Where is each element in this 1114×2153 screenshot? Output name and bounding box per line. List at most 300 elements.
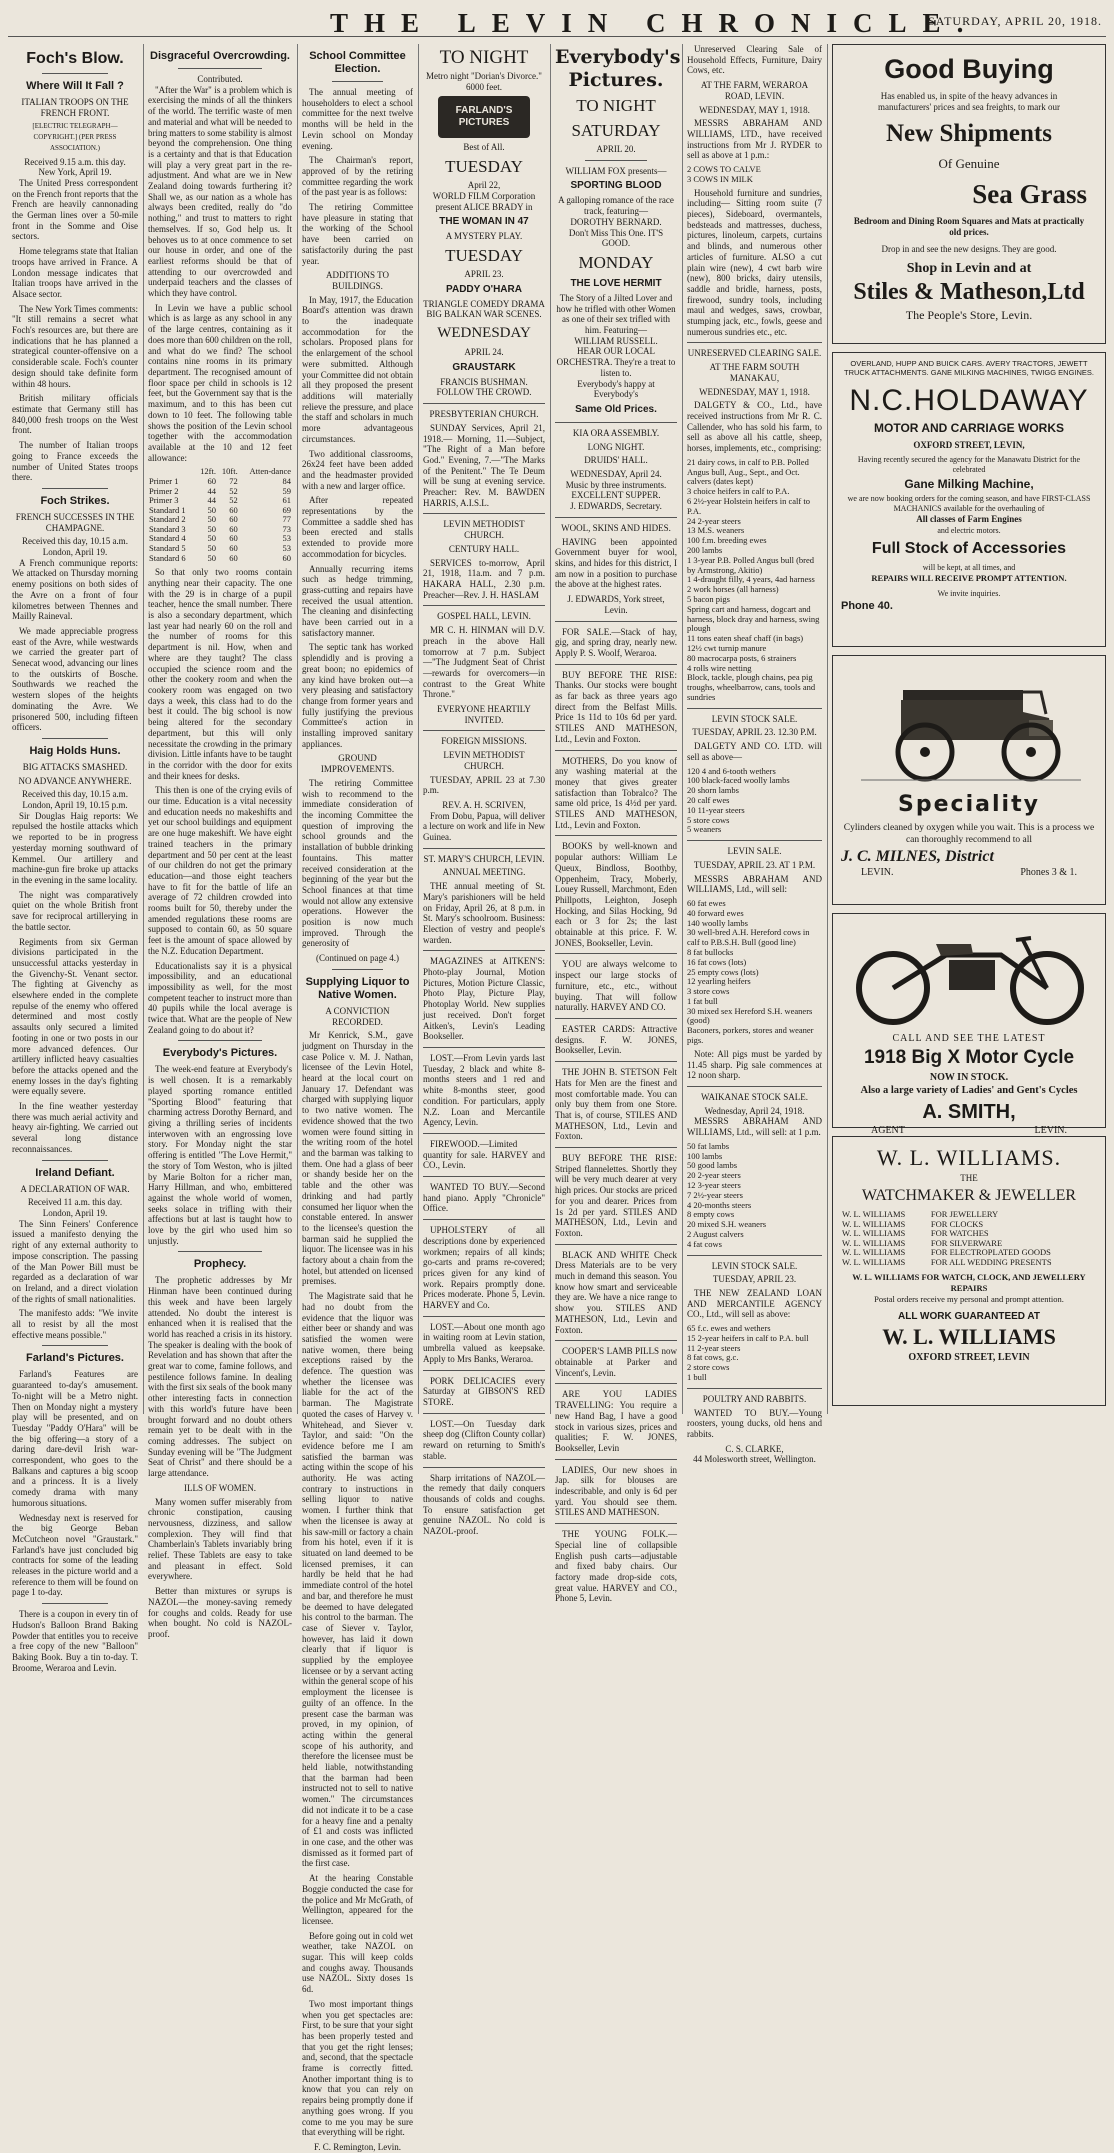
- list-service: FOR JEWELLERY: [930, 1209, 999, 1219]
- sale-date: WEDNESDAY, MAY 1, 1918.: [699, 104, 810, 115]
- divider: [42, 1160, 108, 1161]
- best-of-all: Best of All.: [463, 142, 505, 153]
- ad-headline: Good Buying: [884, 54, 1054, 84]
- film-genre: A MYSTERY PLAY.: [445, 231, 523, 242]
- headline-supplying-liquor: Supplying Liquor to Native Women.: [305, 975, 410, 1001]
- list-item: 2 store cows: [687, 1362, 730, 1373]
- ad-text: W. L. WILLIAMS FOR WATCH, CLOCK, AND JEWELLERY REPAIRS: [852, 1271, 1086, 1293]
- list-service: FOR ALL WEDDING PRESENTS: [930, 1256, 1052, 1267]
- continued-note: (Continued on page 4.): [316, 953, 399, 964]
- divider: [423, 1133, 545, 1134]
- subheadline: Where Will It Fall ?: [26, 80, 124, 92]
- notice-subheading: LEVIN METHODIST CHURCH.: [443, 750, 525, 771]
- list-item: 30 mixed sex Hereford S.H. weaners (good): [687, 1005, 813, 1026]
- paragraph: Many women suffer miserably from chronic constipation, causing nervousness, dizziness, and sallow complexion. They will find that Chamberlain's Tablets invariably bring relief. These Tablets are easy to take and pleasant in effect. Sold everywhere.: [148, 1496, 292, 1582]
- signature: J. EDWARDS, York street, Levin.: [567, 594, 665, 615]
- sale-body: MESSRS ABRAHAM AND WILLIAMS, Ltd., will sell: at 1 p.m.: [687, 1116, 822, 1138]
- sale-heading: POULTRY AND RABBITS.: [702, 1393, 807, 1404]
- notice-subheading: LONG NIGHT.: [587, 441, 645, 452]
- table-cell: 50: [207, 514, 216, 525]
- ad-text: we are now booking orders for the coming season, and have FIRST-CLASS MACHANICS available for the overhauling of: [847, 494, 1091, 513]
- classified-ad: BLACK AND WHITE Check Dress Materials are to be very much in demand this season. You know how smart and serviceable they are. We have a nice range to show you. STILES AND MATHESON, Ltd., Levin and Foxton.: [555, 1249, 677, 1335]
- paragraph: British military officials estimate that Germany still has 840,000 fresh troops on the West front.: [12, 393, 138, 436]
- tuesday-heading: TUESDAY: [445, 157, 523, 177]
- prices-note: Same Old Prices.: [575, 403, 657, 415]
- notice-body: THE annual meeting of St. Mary's parishioners will be held on Friday, April 26, at 8 p.m. in St. Mary's schoolroom. Business: Election of vestry and people's warden.: [423, 881, 545, 945]
- sale-body: MESSRS ABRAHAM AND WILLIAMS, LTD., have received instructions from Mr J. RYDER to sell as above at 1 p.m.:: [687, 118, 822, 161]
- classified-ad: THE YOUNG FOLK.—Special line of collapsible English push carts—adjustable and fixed baby chairs. Our factory made drop-side cots, great value. HARVEY and CO., Phone 5, Levin.: [555, 1529, 677, 1604]
- masthead-rule: [8, 36, 1106, 37]
- williams-jeweller-ad: [832, 1136, 1106, 1406]
- list-item: 120 4 and 6-tooth wethers: [687, 765, 776, 776]
- list-item: 8 fat bullocks: [687, 946, 734, 957]
- paragraph: The United Press correspondent on the French front reports that the French are heavily cannonading the German lines over a 50-mile front in the Somme and Oise sectors.: [12, 177, 138, 242]
- divider: [178, 1040, 262, 1041]
- list-item: 50 good lambs: [687, 1160, 738, 1171]
- ad-phone: Phone 40.: [841, 600, 893, 612]
- sale-heading: UNRESERVED CLEARING SALE.: [687, 348, 822, 359]
- ad-text: REPAIRS WILL RECEIVE PROMPT ATTENTION.: [871, 573, 1067, 583]
- deck: ILLS OF WOMEN.: [183, 1482, 257, 1493]
- headline-school-committee-election: School Committee Election.: [309, 50, 406, 75]
- notice-body: SERVICES to-morrow, April 21, 1918, 11a.m. and 7 p.m. HAKARA HALL, 2.30 p.m. Preacher—Rev. J. H. HASLAM: [423, 557, 545, 600]
- sale-heading: LEVIN STOCK SALE.: [711, 1260, 798, 1271]
- table-header-cell: Atten-dance: [249, 466, 291, 477]
- classified-ad: YOU are always welcome to inspect our large stocks of furniture, etc., etc., without buying. That will follow naturally. HARVEY AND CO.: [555, 959, 677, 1013]
- ad-company-name: W. L. WILLIAMS.: [876, 1145, 1062, 1170]
- ad-text: MOTOR AND CARRIAGE WORKS: [874, 421, 1064, 435]
- list-item: 2 COWS TO CALVE: [687, 164, 761, 175]
- sale-date: TUESDAY, APRIL 23. AT 1 P.M.: [693, 859, 816, 870]
- list-name: W. L. WILLIAMS: [842, 1218, 906, 1229]
- notice-heading: FOREIGN MISSIONS.: [441, 736, 527, 747]
- paragraph: At the hearing Constable Boggie conducted the case for the police and Mr McGrath, of Wellington, appeared for the licensee.: [302, 1873, 413, 1926]
- ad-headline: WATCHMAKER & JEWELLER: [861, 1187, 1077, 1204]
- divider: [555, 835, 677, 836]
- sale-date: Wednesday, April 24, 1918.: [704, 1105, 805, 1116]
- divider: [332, 81, 383, 82]
- table-cell: 72: [229, 475, 238, 486]
- notice-subheading: CENTURY HALL.: [448, 543, 520, 554]
- list-item: 1 4-draught filly, 4 years, 4ad harness: [687, 574, 815, 585]
- list-item: 3 choice heifers in calf to P.A.: [687, 486, 790, 497]
- list-item: 25 empty cows (lots): [687, 966, 759, 977]
- list-item: 7 2½-year steers: [687, 1189, 743, 1200]
- paragraph: "After the War" is a problem which is exercising the minds of all the thinkers of the world. The terrific waste of men and material and what will be needed to bring matters to some stability is almost beyond the comprehension. One thing is a certainty and that is that Education will play a very great part in the re-adjustment. And what are we in New Zealand doing towards furthering it? Shall we, as our nation as a whole has always been credited, really do "do nothing," and trust to matters to right themselves. If so, God help us. It behoves us to at once commence to set our house in order, and one of the earliest reforms should be that of attending to our overcrowded and underpaid teachers and the classes of which they have control.: [148, 84, 292, 299]
- williams-list: [841, 1210, 1097, 1268]
- notice-subheading: DRUIDS' HALL.: [584, 455, 648, 466]
- sale-date: TUESDAY, APRIL 23.: [712, 1274, 797, 1285]
- deck: ITALIAN TROOPS ON THE FRENCH FRONT.: [21, 97, 129, 118]
- paragraph: In Levin we have a public school which is as large as any school in any of the large centres, containing as it does more than 600 children on the roll, and what do we find? The school contains nine rooms in its primary department. The recognised amount of floor space per child in schools is 12 feet, but the Government say that is the maximum, and to this has been cut down to 10 feet. The following table shows the position of the Levin school together with the accommodation available at the 10 and 12 feet allowance:: [148, 302, 292, 463]
- table-cell: Standard 3: [149, 523, 186, 534]
- classified-ad: LOST.—From Levin yards last Tuesday, 2 black and white 8-months steers and 1 red and white 8-months steer, good condition. For particulars, apply N.Z. Loan and Mercantile Agency, Levin.: [423, 1053, 545, 1128]
- paragraph: Sir Douglas Haig reports: We repulsed the hostile attacks which we reported to be in progress yesterday morning southward of Kemmel. Our artillery and machine-gun fire broke up attacks in the evening in the same locality.: [12, 810, 138, 885]
- ad-text: Of Genuine: [938, 156, 1000, 171]
- date-label: April 22,: [467, 180, 501, 191]
- ad-phone: Phones 3 & 1.: [1020, 867, 1077, 879]
- divider: [423, 1413, 545, 1414]
- ad-text: Postal orders receive my personal and prompt attention.: [874, 1293, 1064, 1304]
- divider: [555, 1383, 677, 1384]
- divider: [423, 1047, 545, 1048]
- divider: [332, 969, 383, 970]
- ad-text: We invite inquiries.: [937, 589, 1001, 598]
- stock-list: [687, 767, 822, 836]
- table-cell: 52: [229, 485, 238, 496]
- ad-headline: Full Stock of Accessories: [871, 540, 1067, 557]
- ad-text: THE: [960, 1173, 978, 1183]
- tagline: Don't Miss This One. IT'S GOOD.: [568, 227, 664, 249]
- tagline: Everybody's happy at Everybody's: [577, 378, 655, 400]
- list-item: 60 fat ewes: [687, 897, 726, 908]
- everybodys-pictures-heading: Everybody's Pictures.: [555, 46, 681, 91]
- tuesday-heading: TUESDAY: [445, 245, 523, 265]
- stock-list: [687, 458, 822, 703]
- column-7-ads: [832, 44, 1106, 1414]
- divider: [423, 730, 545, 731]
- list-item: 200 lambs: [687, 544, 723, 555]
- date-label: WEDNESDAY, April 24.: [570, 469, 662, 480]
- column-5: [555, 44, 681, 1604]
- notice-heading: KIA ORA ASSEMBLY.: [572, 427, 660, 438]
- tagline: HEAR OUR LOCAL ORCHESTRA. They're a treat to listen to.: [556, 346, 676, 378]
- table-cell: 84: [282, 475, 291, 486]
- list-item: 12½ cwt turnip manure: [687, 642, 767, 653]
- divider: [42, 1603, 108, 1604]
- table-cell: 73: [282, 523, 291, 534]
- column-2: [148, 44, 292, 1639]
- divider: [555, 664, 677, 665]
- headline-prophecy: Prophecy.: [193, 1258, 247, 1271]
- ad-text: will be kept, at all times, and: [922, 563, 1016, 572]
- ad-text: All classes of Farm Engines: [916, 514, 1022, 524]
- ad-company-name: J. C. MILNES, District: [841, 847, 994, 865]
- ad-text: Having recently secured the agency for the Manawatu District for the celebrated: [857, 455, 1081, 474]
- ad-company-name: Stiles & Matheson,Ltd: [853, 279, 1085, 305]
- sale-note: Note: All pigs must be yarded by 11.45 sharp. Pig sale commences at 12 noon sharp.: [687, 1048, 822, 1081]
- table-cell: Standard 5: [149, 543, 186, 554]
- dateline: London, April 19.: [42, 547, 108, 558]
- film-star: FRANCIS BUSHMAN.: [440, 376, 528, 387]
- school-accommodation-table: [148, 467, 292, 563]
- divider: [423, 848, 545, 849]
- paragraph: A French communique reports: We attacked on Thursday morning enemy positions on both sides of the Avre on a front of four kilometres between Thennes and Mailly Raineval.: [12, 557, 138, 622]
- paragraph: Better than mixtures or syrups is NAZOL—the money-saving remedy for coughs and colds. Ready for use when bought. No cold is NAZOL-proof.: [148, 1586, 292, 1639]
- table-cell: 50: [207, 552, 216, 563]
- column-rule: [418, 44, 419, 1414]
- table-cell: 50: [207, 543, 216, 554]
- list-item: 16 fat cows (lots): [687, 956, 747, 967]
- notice-subheading: ANNUAL MEETING.: [442, 867, 526, 878]
- list-item: 4 fat cows: [687, 1238, 722, 1249]
- list-item: 8 empty cows: [687, 1209, 735, 1220]
- list-item: 65 f.c. ewes and wethers: [687, 1323, 771, 1334]
- metro-night: Metro night "Dorian's Divorce." 6000 feet.: [426, 71, 542, 92]
- deck: ADDITIONS TO BUILDINGS.: [326, 270, 389, 291]
- divider: [687, 1388, 822, 1389]
- divider: [687, 1255, 822, 1256]
- table-cell: 61: [282, 495, 291, 506]
- deck: A CONVICTION RECORDED.: [325, 1005, 390, 1027]
- sale-date: WEDNESDAY, MAY 1, 1918.: [699, 386, 810, 397]
- divider: [423, 950, 545, 951]
- sale-location: AT THE FARM SOUTH MANAKAU,: [709, 362, 800, 383]
- paragraph: Home telegrams state that Italian troops have arrived in France. A London message indicates that Italian troops have arrived in the Alsace sector.: [12, 246, 138, 299]
- headline-everybodys-pictures: Everybody's Pictures.: [162, 1047, 278, 1060]
- paragraph: There is a coupon in every tin of Hudson's Balloon Brand Baking Powder that entitles you to receive a free copy of the new "Balloon" Baking Book. Buy a tin to-day. T. Broome, Weraroa and Levin.: [12, 1609, 138, 1673]
- table-cell: 44: [207, 485, 216, 496]
- classified-ad: WANTED TO BUY.—Second hand piano. Apply "Chronicle" Office.: [423, 1182, 545, 1214]
- divider: [687, 708, 822, 709]
- classified-ad: MOTHERS, Do you know of any washing material at the money that gives greater satisfaction than Tobralco? The same old price, 1s 4½d per yard. STILES AND MATHESON, Ltd., Levin and Foxton.: [555, 755, 677, 830]
- ad-text: Bedroom and Dining Room Squares and Mats at practically old prices.: [853, 216, 1085, 237]
- headline-farlands-pictures: Farland's Pictures.: [26, 1352, 124, 1365]
- dateline: London, April 19, 10.15 p.m.: [22, 800, 128, 811]
- saturday-heading: SATURDAY: [571, 121, 661, 140]
- column-rule: [827, 44, 828, 1414]
- ad-text: The People's Store, Levin.: [905, 308, 1033, 322]
- classified-ad: EASTER CARDS: Attractive designs. F. W. JONES, Bookseller, Levin.: [555, 1024, 677, 1056]
- stock-list: [687, 1142, 822, 1250]
- ad-company-name: N.C.HOLDAWAY: [849, 384, 1089, 417]
- paragraph: The number of Italian troops going to France exceeds the number of United States troops there.: [12, 440, 138, 483]
- film-title: GRAUSTARK: [452, 361, 516, 373]
- speaker: REV. A. H. SCRIVEN,: [442, 799, 526, 810]
- table-cell: 59: [282, 485, 291, 496]
- list-name: W. L. WILLIAMS: [842, 1228, 906, 1239]
- list-item: 5 store cows: [687, 814, 730, 825]
- tonight-heading: TO NIGHT: [439, 47, 529, 68]
- divider: [423, 1219, 545, 1220]
- notice-heading: WOOL, SKINS AND HIDES.: [561, 522, 671, 533]
- list-name: W. L. WILLIAMS: [842, 1247, 906, 1258]
- stiles-matheson-ad: [832, 44, 1106, 344]
- ad-text: OVERLAND, HUPP AND BUICK CARS. AVERY TRACTORS, JEWETT TRUCK ATTACHMENTS. GANE MILKING MACHINES, TWIGG ENGINES.: [843, 359, 1095, 377]
- headline-foch-strikes: Foch Strikes.: [40, 494, 110, 507]
- paragraph: Regiments from six German divisions participated in the unsuccessful attacks yesterday in the Givenchy-St. Venant sector. The fighting at Givenchy as elsewhere ended in the complete repulse of the enemy who offered determined and most costly assaults only secured a limited footing in one or two posts in our more advanced defences. Our artillery inflicted heavy casualties before the attacks opened and the enemy losses in the day's fighting were equally severe.: [12, 936, 138, 1097]
- table-cell: 60: [207, 475, 216, 486]
- deck: BIG ATTACKS SMASHED.: [22, 761, 128, 772]
- paragraph: The Chairman's report, approved of by the retiring committee regarding the work of the past year is as follows:: [302, 155, 413, 198]
- ad-text: CALL AND SEE THE LATEST: [892, 1032, 1046, 1044]
- ad-text: and electric motors.: [937, 526, 1001, 535]
- date-label: APRIL 23.: [464, 268, 504, 279]
- divider: [555, 750, 677, 751]
- table-cell: 50: [207, 533, 216, 544]
- list-item: 4 20-months steers: [687, 1199, 752, 1210]
- sale-body: Household furniture and sundries, including— Sitting room suite (7 pieces), Sideboard, overmantels, bedsteads and mattresses, duchess, pictures, linoleum, carpets, curtains and blinds, and numerous other articles of furniture. ALSO a cut plain wire (new), 4 cwt barb wire (new), 800 bricks, dairy utensils, saddle and bridle, harness, posts, firewood, sundry tools, including maul and wedges, saws, crowbar, stumping jack, etc., fowls, geese and numerous sundries etc., etc.: [687, 187, 822, 337]
- notice-body: TUESDAY, APRIL 23 at 7.30 p.m.: [423, 774, 545, 796]
- address: 44 Molesworth street, Wellington.: [693, 1454, 816, 1465]
- classified-ad: FIREWOOD.—Limited quantity for sale. HARVEY and CO., Levin.: [423, 1138, 545, 1171]
- list-item: 15 2-year heifers in calf to P.A. bull: [687, 1332, 809, 1343]
- notice-body: MR C. H. HINMAN will D.V. preach in the above Hall tomorrow at 7 p.m. Subject—"The Judgment Seat of Christ—rewards for overcomers—in contrast to the Great White Throne.": [423, 625, 545, 700]
- issue-date: SATURDAY, APRIL 20, 1918.: [928, 14, 1102, 28]
- ad-text: Gane Milking Machine,: [904, 477, 1034, 491]
- divider: [585, 160, 647, 161]
- paragraph: The Sinn Feiners' Conference issued a manifesto denying the right of any external authority to impose conscription. The passing of the Man Power Bill must be regarded as a declaration of war on Ireland, and a direct violation of the rights of small nationalities.: [12, 1218, 138, 1304]
- ad-location: LEVIN.: [1034, 1124, 1067, 1136]
- table-cell: Standard 1: [149, 504, 186, 515]
- sale-heading: LEVIN SALE.: [727, 846, 782, 857]
- farlands-logo: FARLAND'S PICTURES: [438, 96, 530, 138]
- classified-ad: WANTED TO BUY.—Young roosters, young ducks, old hens and rabbits.: [687, 1407, 822, 1439]
- table-cell: 60: [229, 552, 238, 563]
- ad-text: ALL WORK GUARANTEED AT: [897, 1310, 1041, 1322]
- ad-text: Shop in Levin and at: [906, 261, 1032, 276]
- table-cell: 53: [282, 533, 291, 544]
- deck: NO ADVANCE ANYWHERE.: [18, 775, 132, 786]
- film-title: PADDY O'HARA: [446, 283, 522, 295]
- byline: Contributed.: [197, 74, 243, 84]
- classified-ad: LOST.—About one month ago in waiting room at Levin station, umbrella valued as keepsake. Apply to Mrs Banks, Weraroa.: [423, 1321, 545, 1364]
- classified-ad: PORK DELICACIES every Saturday at GIBSON'S RED STORE.: [423, 1375, 545, 1407]
- ad-text: Also a large variety of Ladies' and Gent's Cycles: [860, 1084, 1078, 1096]
- signature: C. S. CLARKE,: [725, 1443, 784, 1454]
- list-item: 2 work horses (all harness): [687, 584, 779, 595]
- paragraph: The manifesto adds: "We invite all to resist by all the most effective means possible.": [12, 1308, 138, 1340]
- paragraph: The week-end feature at Everybody's is well chosen. It is a remarkably played sporting romance entitled "Sporting Blood" featuring that charming actress Dorothy Bernard, and giving a thrilling series of incidents interwoven with an engrossing love story. For Monday night the star offering is entitled "The Love Hermit," the story of Tom Weston, who is jilted by Marie Bolton for a richer man, Harry Hillman, and who, embittered against the whole world of women, seeks solace in trifling with their affections but at last is taught how to love by the girl who used him so unjustly.: [148, 1064, 292, 1246]
- divider: [423, 1316, 545, 1317]
- list-item: 20 shorn lambs: [687, 785, 739, 796]
- list-item: 1 fat bull: [687, 995, 718, 1006]
- divider: [555, 621, 677, 622]
- deck: A DECLARATION OF WAR.: [20, 1183, 130, 1194]
- divider: [687, 840, 822, 841]
- paragraph: The retiring Committee have pleasure in stating that the working of the School have been carried on satisfactorily during the past year.: [302, 202, 413, 266]
- column-rule: [682, 44, 683, 1414]
- table-cell: Primer 1: [149, 475, 179, 486]
- divider: [423, 1467, 545, 1468]
- paragraph: Mr Kenrick, S.M., gave judgment on Thursday in the case Police v. M. J. Nathan, licensee of the Levin Hotel, heard at the local court on January 17. Defendant was charged with supplying liquor to two native women. The evidence showed that the two women were found sitting in the writing room of the hotel and the barman was talking to them. One had a glass of beer or shandy beside her on the table and the other was drinking and had partly consumed her liquor when the constable entered. In answer to the licensee's question the barman said he supplied the liquor. The licensee was in his factory about a chain from the hotel, but attended on licensed premises.: [302, 1030, 413, 1287]
- tonight-heading: TO NIGHT: [576, 96, 656, 115]
- paragraph: After repeated representations by the Committee a saddle shed has been erected and stalls extended to provide more accommodation for bicycles.: [302, 495, 413, 559]
- classified-ad: HAVING been appointed Government buyer for wool, skins, and hides for this district, I am now in a position to purchase the above at the highest rates.: [555, 536, 677, 590]
- motor-cycle-ad: [832, 913, 1106, 1136]
- divider: [555, 517, 677, 518]
- list-item: 20 2-year steers: [687, 1170, 741, 1181]
- list-item: 100 black-faced woolly lambs: [687, 775, 790, 786]
- ad-text: OXFORD STREET, LEVIN,: [913, 440, 1025, 450]
- wire-credit: [ELECTRIC TELEGRAPH—COPYRIGHT.] (PER PRESS ASSOCIATION.): [32, 122, 118, 152]
- ad-headline: Speciality: [898, 791, 1040, 817]
- headline-haig-holds-huns: Haig Holds Huns.: [29, 744, 121, 757]
- ad-headline: Sea Grass: [972, 179, 1087, 209]
- paragraph: Educationalists say it is a physical impossibility, and an educational impossibility as well, for the most competent teacher to instruct more than 40 pupils while the local average is twice that. What are the people of New Zealand going to do about it?: [148, 960, 292, 1035]
- paragraph: Farland's Features are guaranteed to-day's amusement. To-night will be a Metro night. Then on Monday night a mystery play will be presented, and on Tuesday "Paddy O'Hara" will be the big offering—a story of a daring dare-devil Irish war-correspondent, who goes to the Balkans and captures a big scoop and a princess. It is a lively comedy drama with many humorous situations.: [12, 1369, 138, 1508]
- list-item: 1 3-year P.B. Polled Angus bull (bred by Armstrong, Akitio): [687, 554, 815, 575]
- signature: J. EDWARDS, Secretary.: [570, 501, 662, 512]
- notice-body: EXCELLENT SUPPER.: [571, 490, 661, 501]
- table-cell: Primer 2: [149, 485, 179, 496]
- film-description: A galloping romance of the race track, featuring—: [558, 195, 674, 217]
- paragraph: The prophetic addresses by Mr Hinman have been continued during this week and have been largely attended. No doubt the interest is enhanced when it is realised that the world has reached a crisis in its history. The speaker is dealing with the book of Revelation and has shown that after the great war to come, famine follows, and pestilence follows famine. In dealing with the first six seals of the book many other interesting facts in connection with this world's future have been brought forward and no doubt others remain yet to be dealt with in the coming addresses. The subject on Sunday evening will be "The Judgment Seat of Christ" and there should be a large attendance.: [148, 1275, 292, 1479]
- table-cell: 53: [282, 543, 291, 554]
- list-service: FOR SILVERWARE: [930, 1237, 1003, 1248]
- list-item: 3 COWS IN MILK: [687, 173, 753, 184]
- paragraph: In May, 1917, the Education Board's attention was drawn to the inadequate accommodation for the scholars. Proposed plans for the enlargement of the school were submitted. Although your Committee did not obtain all they proposed the present additions will materially relieve the pressure, and place the staff and scholars in much more advantageous circumstances.: [302, 294, 413, 444]
- ad-headline: 1918 Big X Motor Cycle: [863, 1046, 1075, 1068]
- divider: [42, 73, 108, 74]
- list-service: FOR ELECTROPLATED GOODS: [930, 1247, 1051, 1258]
- table-cell: 60: [229, 523, 238, 534]
- divider: [42, 738, 108, 739]
- sale-location: AT THE FARM, WERAROA ROAD, LEVIN.: [700, 80, 809, 101]
- column-1: [12, 44, 138, 1673]
- list-item: 10 11-year steers: [687, 804, 745, 815]
- divider: [42, 1345, 108, 1346]
- table-cell: 69: [282, 504, 291, 515]
- divider: [178, 1251, 262, 1252]
- notice-body: SUNDAY Services, April 21, 1918.— Morning, 11.—Subject, "The Right of a Man before God." Evening, 7.—"The Marks of the Penitent." The Te Deum will be sung at evening service. Preacher: Rev. M. BAWDEN HARRIS, A.I.S.L.: [423, 422, 545, 508]
- list-item: 30 well-bred A.H. Hereford cows in calf to P.B.S.H. Bull (good line): [687, 927, 810, 948]
- paragraph: The Magistrate said that he had no doubt from the evidence that the liquor was either beer or shandy and was satisfied the women were native women, there being exceptions raised by the defence. The question was whether the licensee was liable for the act of the barman. The Magistrate quoted the cases of Harvey v. Whitehead, and Siever v. Taylor, and said: "On the evidence before me I am satisfied the barman was acting within the scope of his authority. He was acting contrary to instructions in selling liquor to native women. I further think that when the licensee is away at his saw-mill or factory a chain from his hotel, even if it is situated on land deemed to be licensed premises, it can hardly be held that he had immediate control of the hotel and bar, and therefore he must be deemed to have delegated his control to the barman. The case of Siever v. Taylor, however, has laid it down clearly that if liquor is supplied by the employee licensee or by a servant acting within the general scope of his employment the licensee is guilty of an offence. In the present case the barman was proved, in my opinion, of acting within the general scope of his authority, and therefore the licensee must be held liable, notwithstanding that the barman had been instructed not to sell to native women." The circumstances did not indicate it to be a case for a heavy fine and a penalty of £1 and costs was inflicted in one case, and the other was dismissed as it formed part of the first case.: [302, 1291, 413, 1869]
- divider: [687, 1086, 822, 1087]
- list-item: 3 store cows: [687, 986, 730, 997]
- divider: [423, 1370, 545, 1371]
- paragraph: Annually recurring items such as hedge trimming, grass-cutting and repairs have received the usual attention. The cleaning and disinfecting have been carried out in a satisfactory manner.: [302, 563, 413, 638]
- classified-ad: LOST.—On Tuesday dark sheep dog (Clifton County collar) reward on returning to Smith's stable.: [423, 1418, 545, 1461]
- column-4: [423, 44, 545, 1537]
- received-time: Received this day, 10.15 a.m.: [22, 789, 128, 800]
- paragraph: We made appreciable progress east of the Avre, while westwards we carried the greater part of Senecat wood, advancing our lines to the outskirts of Bosche. Southwards we reached the western slopes of the heights dominating the Avre. We prisonered 500, including fifteen officers.: [12, 625, 138, 733]
- table-cell: 77: [282, 514, 291, 525]
- sale-body: THE NEW ZEALAND LOAN AND MERCANTILE AGENCY CO., Ltd., will sell as above:: [687, 1287, 822, 1320]
- divider: [555, 1340, 677, 1341]
- paragraph: Wednesday next is reserved for the big George Beban McCutcheon novel "Graustark." Farland's have just concluded big contracts for some of the leading releases in the picture world and a reference to them will be found on page 1 to-day.: [12, 1512, 138, 1598]
- notice-heading: LEVIN METHODIST CHURCH.: [443, 519, 525, 541]
- list-item: 11 tons eaten sheaf chaff (in bags): [687, 633, 804, 644]
- classified-ad: FOR SALE.—Stack of hay, gig, and spring dray, nearly new. Apply P. S. Woolf, Weraroa.: [555, 626, 677, 658]
- sale-date: TUESDAY, APRIL 23. 12.30 P.M.: [692, 727, 817, 738]
- divider: [555, 422, 677, 423]
- headline-ireland-defiant: Ireland Defiant.: [35, 1166, 115, 1179]
- column-rule: [143, 44, 144, 1414]
- film-title: SPORTING BLOOD: [570, 180, 662, 192]
- classified-ad: LADIES, Our new shoes in Jap. silk for blouses are indescribable, and only is 6d per yard. You should see them. STILES AND MATHESON.: [555, 1464, 677, 1518]
- list-item: 6 2½-year Holstein heifers in calf to P.A.: [687, 495, 810, 516]
- table-cell: 50: [207, 504, 216, 515]
- table-cell: 60: [229, 533, 238, 544]
- sale-intro: Unreserved Clearing Sale of Household Effects, Furniture, Dairy Cows, etc.: [687, 44, 822, 76]
- column-rule: [550, 44, 551, 1414]
- classified-ad: MAGAZINES at AITKEN'S: Photo-play Journal, Motion Pictures, Motion Picture Classic, Photo Play, Picture Play, Photoplay World. New supplies just received. Don't forget Aitken's, Levin's Leading Bookseller.: [423, 956, 545, 1042]
- signature: F. C. Remington, Levin.: [313, 2141, 402, 2152]
- sale-heading: WAIKANAE STOCK SALE.: [700, 1091, 809, 1102]
- classified-ad: BUY BEFORE THE RISE: Thanks. Our stocks were bought as far back as three years ago direct from the Belfast Mills. Price 1s 11d to 10s 6d per yard. STILES AND MATHESON, Ltd., Levin and Foxton.: [555, 669, 677, 744]
- list-item: 21 dairy cows, in calf to P.B. Polled Angus bull, Aug., Sept., and Oct. calvers (dates kept): [687, 456, 809, 487]
- milnes-ad: [832, 655, 1106, 905]
- paragraph: The septic tank has worked splendidly and is proving a great boon; no epidemics of any kind have broken out—a very pleasing and satisfactory change from former years and fully justifying the previous Committee's action in installing improved sanitary appliances.: [302, 642, 413, 749]
- paragraph: In the fine weather yesterday there was much aerial activity and heavy air-fighting. We carried out several long distance reconnaissances.: [12, 1101, 138, 1154]
- paragraph: The New York Times comments: "It still remains a secret what Foch's resources are, but there are indications that he has planned a strategical counter-offensive on a considerable scale. Foch's counter design should take definite form within 48 hours.: [12, 303, 138, 389]
- ad-text: Cylinders cleaned by oxygen while you wait. This is a process we can thoroughly recommend to all: [843, 822, 1095, 845]
- divider: [423, 605, 545, 606]
- sale-heading: LEVIN STOCK SALE.: [711, 713, 798, 724]
- date-label: APRIL 24.: [464, 347, 504, 358]
- list-item: 8 fat cows, g.c.: [687, 1352, 739, 1363]
- stock-list: [687, 1324, 822, 1383]
- sale-body: DALGETY AND CO. LTD. will sell as above—: [687, 741, 822, 762]
- film-title: THE LOVE HERMIT: [570, 277, 662, 289]
- list-item: 12 yearling heifers: [687, 976, 751, 987]
- divider: [555, 953, 677, 954]
- list-item: 4 rolls wire netting: [687, 662, 752, 673]
- list-item: [841, 1258, 1097, 1268]
- list-item: Baconers, porkers, stores and weaner pigs.: [687, 1025, 814, 1046]
- column-3: [302, 44, 413, 2152]
